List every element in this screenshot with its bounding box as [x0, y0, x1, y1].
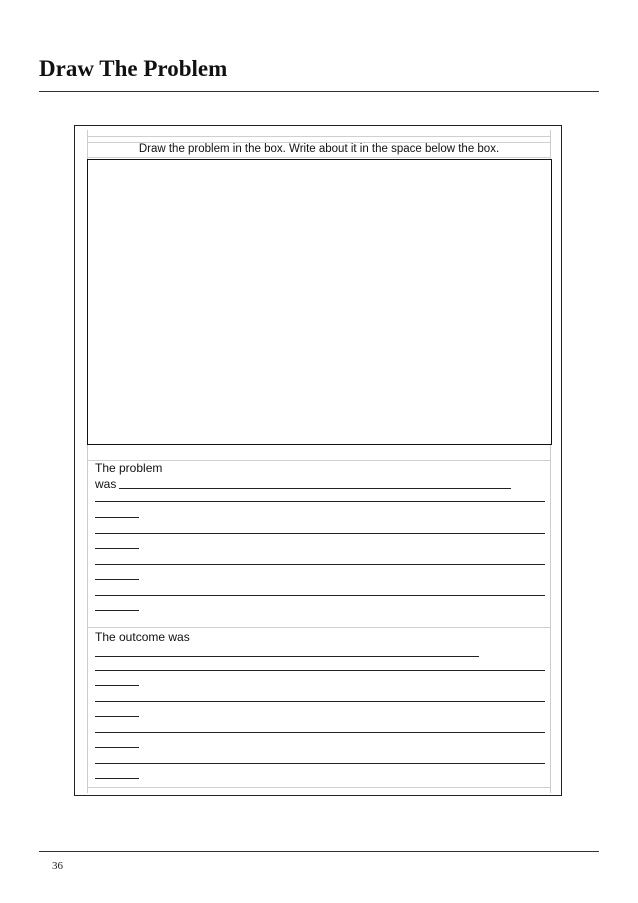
- outcome-writing-line[interactable]: [95, 747, 139, 748]
- outcome-writing-line[interactable]: [95, 732, 545, 733]
- problem-writing-line[interactable]: [95, 517, 139, 518]
- problem-writing-line[interactable]: [95, 579, 139, 580]
- problem-label: The problem: [95, 461, 163, 475]
- problem-writing-line[interactable]: [95, 610, 139, 611]
- outcome-writing-line[interactable]: [95, 685, 139, 686]
- outcome-writing-line[interactable]: [95, 701, 545, 702]
- outcome-writing-line[interactable]: [95, 763, 545, 764]
- outcome-writing-line[interactable]: [95, 778, 139, 779]
- problem-writing-line[interactable]: [95, 533, 545, 534]
- drawing-box[interactable]: [87, 159, 552, 445]
- outcome-section-border: [88, 627, 550, 628]
- header-rule: [39, 91, 599, 92]
- problem-writing-line[interactable]: [119, 488, 511, 489]
- table-top-border: [88, 136, 550, 137]
- problem-writing-line[interactable]: [95, 548, 139, 549]
- worksheet-table: [87, 130, 551, 793]
- page-title: Draw The Problem: [39, 56, 228, 81]
- outcome-writing-line[interactable]: [95, 656, 479, 657]
- outcome-label: The outcome was: [95, 630, 190, 644]
- problem-writing-line[interactable]: [95, 501, 545, 502]
- worksheet-frame: [74, 125, 562, 796]
- instructions-text: Draw the problem in the box. Write about it in the space below the box.: [138, 143, 500, 155]
- outcome-writing-line[interactable]: [95, 670, 545, 671]
- problem-writing-line[interactable]: [95, 564, 545, 565]
- page-number: 36: [52, 860, 63, 872]
- footer-rule: [39, 851, 599, 852]
- table-bottom-border: [88, 787, 550, 788]
- problem-line-start: was: [95, 477, 117, 491]
- outcome-writing-line[interactable]: [95, 716, 139, 717]
- problem-writing-line[interactable]: [95, 595, 545, 596]
- instructions-bottom-border: [88, 157, 550, 158]
